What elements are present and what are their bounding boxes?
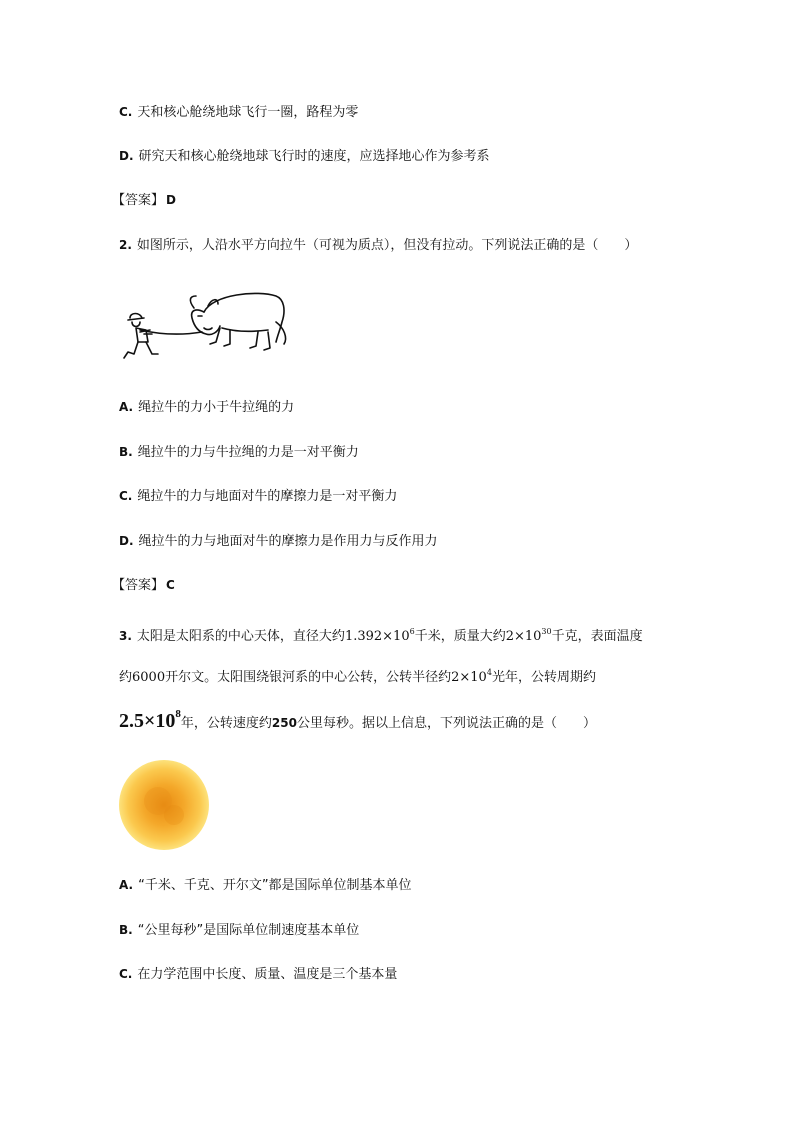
stem-text: 约	[119, 670, 133, 685]
q3-option-a	[119, 875, 412, 896]
temperature-value: 6000	[132, 670, 166, 685]
option-letter: A.	[119, 400, 134, 414]
q2-option-b	[119, 442, 359, 463]
option-text: 在力学范围中长度、质量、温度是三个基本量	[137, 967, 398, 982]
option-text: 绳拉牛的力与地面对牛的摩擦力是作用力与反作用力	[138, 534, 438, 549]
q2-stem	[119, 235, 637, 256]
q2-answer	[112, 575, 175, 596]
period-value	[119, 710, 181, 732]
math-exponent: 8	[175, 708, 181, 720]
q1-answer	[112, 190, 176, 211]
q3-stem-line-1	[119, 626, 643, 647]
q1-option-d	[119, 146, 490, 167]
math-exponent: 4	[486, 668, 492, 677]
q3-option-b	[119, 920, 359, 941]
option-letter: B.	[119, 445, 133, 459]
stem-text: 年，公转速度约	[180, 716, 272, 731]
radius-value	[451, 670, 492, 685]
diameter-value	[345, 629, 415, 644]
q3-stem-line-2	[119, 668, 596, 688]
q3-option-c	[119, 964, 397, 985]
option-letter: C.	[119, 489, 133, 503]
answer-label: 【答案】	[112, 193, 165, 208]
answer-label: 【答案】	[112, 578, 165, 593]
option-text: “千米、千克、开尔文”都是国际单位制基本单位	[138, 878, 412, 893]
q2-option-c	[119, 486, 397, 507]
option-text: 研究天和核心舱绕地球飞行时的速度，应选择地心作为参考系	[138, 149, 490, 164]
q2-option-a	[119, 397, 294, 418]
question-number: 3.	[119, 629, 132, 643]
option-text: 绳拉牛的力小于牛拉绳的力	[138, 400, 295, 415]
option-letter: C.	[119, 105, 133, 119]
math-base: 2×10	[451, 670, 487, 685]
math-base: 2×10	[505, 629, 542, 644]
option-text: “公里每秒”是国际单位制速度基本单位	[137, 923, 360, 938]
q2-option-d	[119, 531, 438, 552]
stem-text: 公里每秒。据以上信息，下列说法正确的是（ ）	[296, 716, 596, 731]
stem-text: 太阳是太阳系的中心天体，直径大约	[136, 629, 345, 644]
math-exponent: 30	[541, 627, 552, 636]
man-pulling-ox-icon	[118, 282, 290, 368]
stem-text: 开尔文。太阳围绕银河系的中心公转，公转半径约	[165, 670, 452, 685]
answer-value: D	[166, 193, 176, 207]
answer-value: C	[166, 578, 175, 592]
option-text: 天和核心舱绕地球飞行一圈，路程为零	[137, 105, 359, 120]
option-letter: C.	[119, 967, 133, 981]
math-base: 1.392×10	[344, 629, 410, 644]
option-text: 绳拉牛的力与牛拉绳的力是一对平衡力	[137, 445, 359, 460]
mass-value	[506, 629, 552, 644]
stem-text: 千米，质量大约	[414, 629, 506, 644]
stem-text: 千克，表面温度	[551, 629, 643, 644]
stem-text: 光年，公转周期约	[491, 670, 596, 685]
option-letter: B.	[119, 923, 133, 937]
math-base: 2.5×10	[119, 710, 176, 732]
speed-value: 250	[271, 716, 297, 730]
option-letter: D.	[119, 534, 134, 548]
question-number: 2.	[119, 238, 132, 252]
option-letter: A.	[119, 878, 134, 892]
sun-figure	[118, 759, 210, 851]
q1-option-c	[119, 102, 358, 123]
man-pulling-ox-figure	[118, 282, 290, 368]
sun-icon	[118, 759, 210, 851]
q3-stem-line-3	[119, 708, 596, 737]
math-exponent: 6	[409, 627, 415, 636]
option-text: 绳拉牛的力与地面对牛的摩擦力是一对平衡力	[137, 489, 398, 504]
question-text: 如图所示，人沿水平方向拉牛（可视为质点），但没有拉动。下列说法正确的是（ ）	[136, 238, 638, 253]
option-letter: D.	[119, 149, 134, 163]
